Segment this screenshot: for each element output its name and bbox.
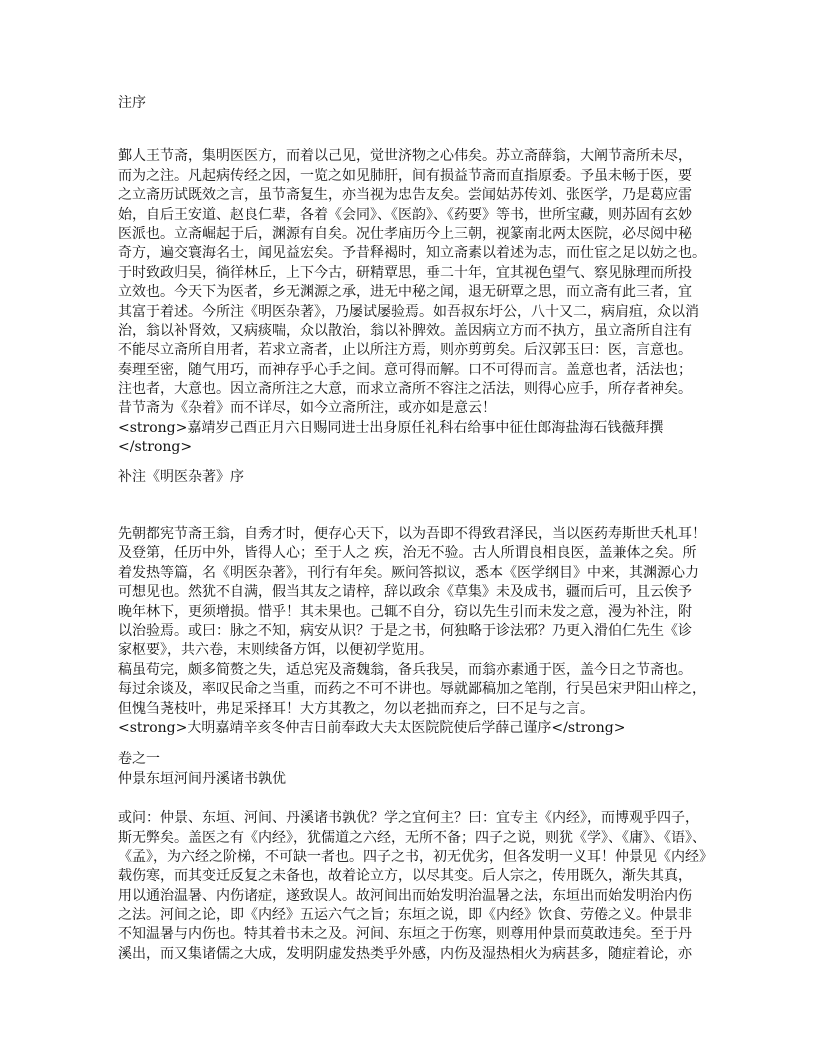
text-line: 及登第，任历中外，皆得人心；至于人之 疾，治无不验。古人所谓良相良医，盖兼体之矣。所	[118, 545, 697, 562]
text-line: 可想见也。然犹不自满，假当其友之请梓，辞以政余《草集》未及成书，疆而后可，且云俟予	[118, 584, 692, 601]
text-line: <strong>嘉靖岁己酉正月六日赐同进士出身原任礼科右给事中征仕郎海盐海石钱薇拜撰	[118, 419, 664, 436]
preface-heading	[118, 94, 738, 113]
document-page	[118, 0, 738, 964]
text-line: 着发热等篇，名《明医杂著》，刊行有年矣。厥问答拟议，悉本《医学纲目》中来，其渊源心力	[118, 564, 699, 581]
text-line: 不能尽立斋所自用者，若求立斋者，止以所注方焉，则亦剪剪矣。后汉郭玉曰：医，言意也。	[118, 342, 692, 359]
heading-text: 注序	[118, 95, 146, 111]
text-line: 鄞人王节斋，集明医医方，而着以己见，觉世济物之心伟矣。苏立斋薛翁，大阐节斋所未尽，	[118, 148, 692, 165]
text-line: 而为之注。凡起病传经之因，一览之如见肺肝，间有损益节斋而直指原委。予虽未畅于医，要	[118, 167, 692, 184]
chapter-heading	[118, 750, 738, 789]
text-line: 斯无弊矣。盖医之有《内经》，犹儒道之六经，无所不备；四子之说，则犹《学》、《庸》、《语》、	[118, 829, 706, 846]
preface-body	[118, 147, 738, 457]
text-line: 立效也。今天下为医者，乡无渊源之承，进无中秘之闻，退无研覃之思，而立斋有此三者，宜	[118, 284, 692, 301]
text-line: 于时致政归吴，徜徉林丘，上下今古，研精覃思，垂二十年，宜其视色望气、察见脉理而所投	[118, 264, 692, 281]
text-line: 先朝都宪节斋王翁，自秀才时，便存心天下，以为吾即不得致君泽民，当以医药寿斯世夭札耳！	[118, 526, 706, 543]
text-line: 不知温暑与内伤也。特其着书未之及。河间、东垣之于伤寒，则尊用仲景而莫敢违矣。至于丹	[118, 926, 692, 943]
volume-title: 卷之一	[118, 751, 160, 768]
text-line: 每过余谈及，率叹民命之当重，而药之不可不讲也。辱就鄙稿加之笔削，行吴邑宋尹阳山梓之，	[118, 681, 706, 698]
text-line: 治，翁以补肾效，又病痰喘，众以散治，翁以补脾效。盖因病立方而不执方，虽立斋所自注有	[118, 322, 692, 339]
text-line: <strong>大明嘉靖辛亥冬仲吉日前奉政大夫太医院院使后学薛己谨序</strong>	[118, 719, 626, 736]
text-line: 注也者，大意也。因立斋所注之大意，而求立斋所不容注之活法，则得心应手，所存者神矣。	[118, 381, 692, 398]
text-line: 载伤寒，而其变迁反复之未备也，故着论立方，以尽其变。后人宗之，传用既久，渐失其真，	[118, 868, 692, 885]
text-line: 溪出，而又集诸儒之大成，发明阴虚发热类乎外感，内伤及湿热相火为病甚多，随症着论，亦	[118, 945, 692, 962]
text-line: 《孟》，为六经之阶梯，不可缺一者也。四子之书，初无优劣，但各发明一义耳！仲景见《内经》	[118, 848, 713, 865]
text-line: 稿虽苟完，颇多简赘之失，适总宪及斋魏翁，备兵我吴，而翁亦素通于医，盖今日之节斋也。	[118, 661, 692, 678]
text-line: 或问：仲景、东垣、河间、丹溪诸书孰优？学之宜何主？曰：宜专主《内经》，而博观乎四子，	[118, 810, 699, 827]
text-line: 其富于着述。今所注《明医杂著》，乃屡试屡验焉。如吾叔东圩公，八十又二，病肩疽，众以消	[118, 303, 699, 320]
chapter-title: 仲景东垣河间丹溪诸书孰优	[118, 770, 286, 787]
text-line: 之法。河间之论，即《内经》五运六气之旨；东垣之说，即《内经》饮食、劳倦之义。仲景非	[118, 907, 692, 924]
text-line: 医派也。立斋崛起于后，渊源有自矣。况仕孝庙历今上三朝，视篆南北两太医院，必尽阅中秘	[118, 225, 692, 242]
text-line: 奏理至密，随气用巧，而神存乎心手之间。意可得而解。口不可得而言。盖意也者，活法也；	[118, 361, 692, 378]
text-line: </strong>	[118, 439, 193, 456]
text-line: 之立斋历试既效之言，虽节斋复生，亦当视为忠告友矣。尝闻姑苏传刘、张医学，乃是葛应雷	[118, 187, 692, 204]
supplement-preface-body	[118, 525, 738, 738]
chapter-body	[118, 809, 738, 964]
text-line: 用以通治温暑、内伤诸症，遂致误人。故河间出而始发明治温暑之法，东垣出而始发明治内伤	[118, 887, 692, 904]
supplement-preface-heading	[118, 468, 738, 487]
heading-text: 补注《明医杂著》序	[118, 468, 244, 485]
text-line: 家枢要》，共六卷，末则续备方饵，以便初学览用。	[118, 642, 433, 659]
text-line: 昔节斋为《杂着》而不详尽，如今立斋所注，或亦如是意云！	[118, 400, 496, 417]
text-line: 但愧刍荛枝叶，弗足采择耳！大方其教之，勿以老拙而弃之，曰不足与之言。	[118, 700, 594, 717]
text-line: 以治验焉。或曰：脉之不知，病安从识？于是之书，何独略于诊法邪？乃更入滑伯仁先生《诊	[118, 622, 692, 639]
text-line: 奇方，遍交寰海名士，闻见益宏矣。予昔释褐时，知立斋素以着述为志，而仕宦之足以妨之也。	[118, 245, 706, 262]
text-line: 晚年林下，更须增损。惜乎！其未果也。己辄不自分，窃以先生引而未发之意，漫为补注，附	[118, 603, 692, 620]
text-line: 始，自后王安道、赵良仁辈，各着《会同》、《医韵》、《药要》等书，世所宝藏，则苏固有玄妙	[118, 206, 692, 223]
